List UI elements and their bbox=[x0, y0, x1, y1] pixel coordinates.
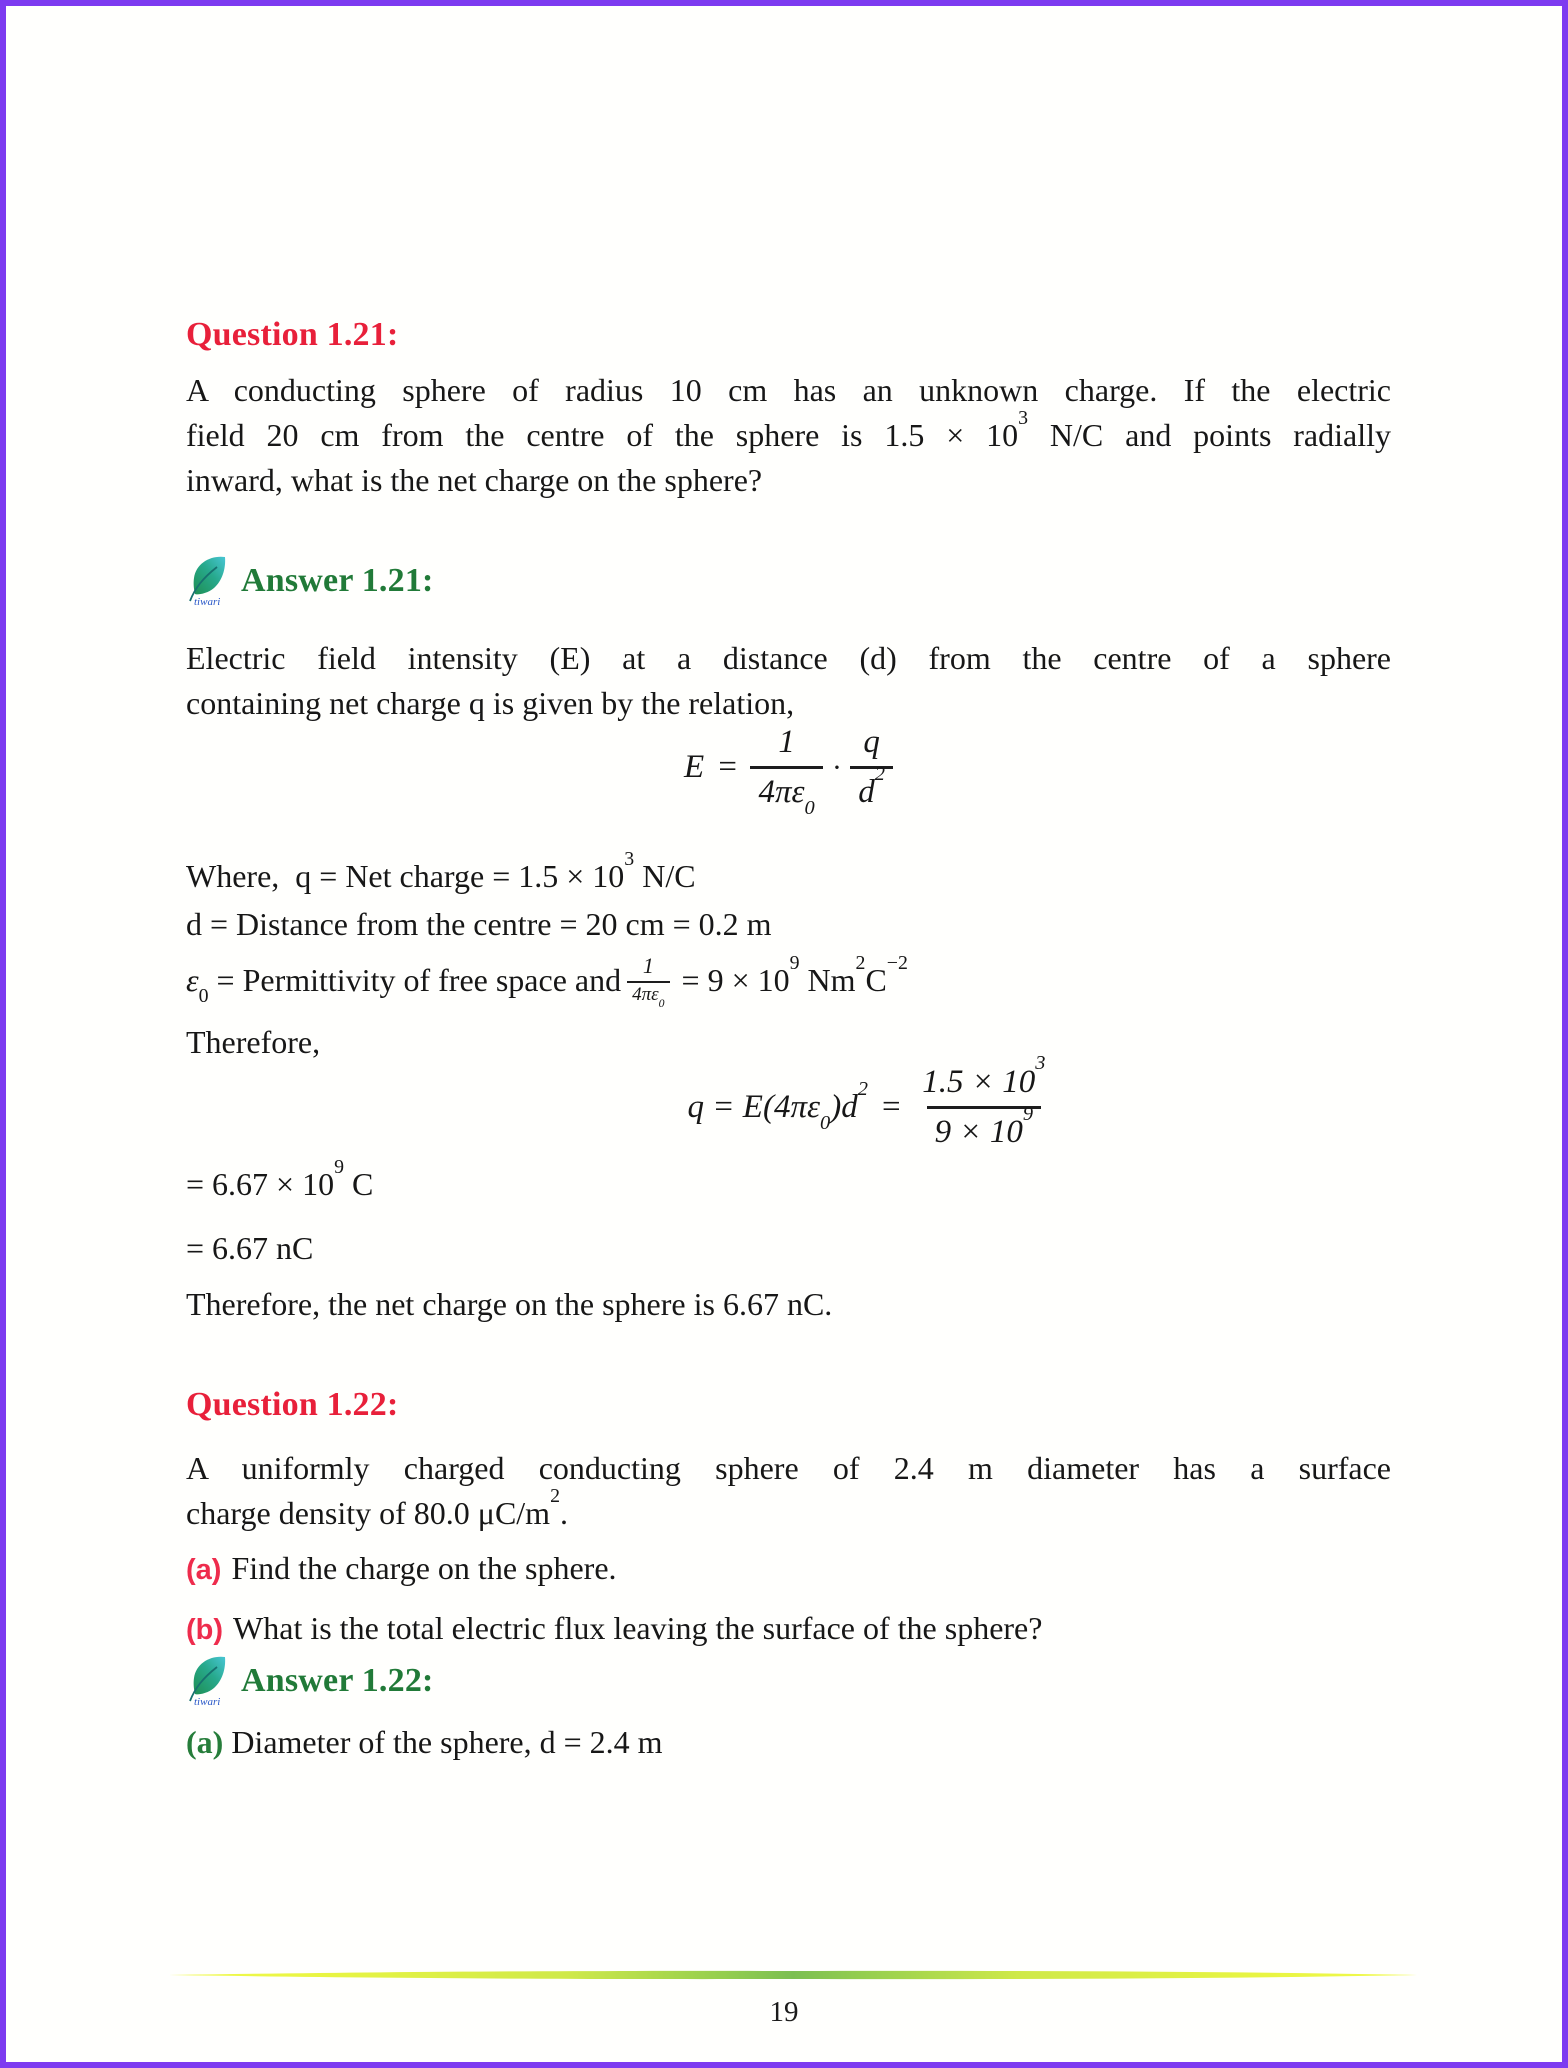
eq2-fraction bbox=[914, 1052, 1053, 1154]
line-2-text: field 20 cm from the centre of the sphere is 1.5 × 10 bbox=[186, 417, 1019, 453]
eps-exp-minus2: −2 bbox=[886, 951, 908, 974]
answer-1-21-heading-row bbox=[186, 554, 1391, 608]
eq1-frac1-den-base: 4πε bbox=[758, 774, 805, 811]
distance-line: d = Distance from the centre = 20 cm = 0.2 m bbox=[186, 906, 772, 942]
tiwari-leaf-logo-icon bbox=[186, 1654, 232, 1708]
eq2-lhs-sup: 2 bbox=[857, 1077, 868, 1100]
eq1-fraction-charge-distance bbox=[850, 722, 893, 814]
eps-value-text bbox=[681, 951, 908, 999]
answer-1-21-intro bbox=[186, 636, 1391, 726]
part-a-marker: (a) bbox=[186, 1554, 222, 1586]
answer-1-22-heading: Answer 1.22: bbox=[241, 1662, 434, 1699]
therefore-line: Therefore, bbox=[186, 1024, 321, 1060]
eq2-num-base: 1.5 × 10 bbox=[922, 1064, 1036, 1100]
eq2-numerator bbox=[914, 1052, 1053, 1106]
eq1-frac2-denominator bbox=[850, 762, 893, 813]
answer-part-a-text: Diameter of the sphere, d = 2.4 m bbox=[231, 1724, 663, 1760]
line-2-text-after: N/C and points radially bbox=[1028, 417, 1392, 453]
equation-charge-solution bbox=[268, 1052, 1473, 1154]
answer-1-21-heading: Answer 1.21: bbox=[241, 562, 434, 599]
question-1-21-line-1: A conducting sphere of radius 10 cm has an unknown charge. If the electric bbox=[186, 372, 1391, 408]
epsilon-sub: 0 bbox=[198, 985, 209, 1008]
where-text: Where, q = Net charge = 1.5 × 10 bbox=[186, 858, 625, 894]
result1-exponent: 9 bbox=[334, 1156, 345, 1179]
inline-frac-den-base: 4πε bbox=[632, 983, 659, 1005]
eps-unit-c: C bbox=[865, 961, 887, 998]
eq1-frac1-den-sub: 0 bbox=[804, 797, 815, 820]
result1-text: = 6.67 × 10 bbox=[186, 1166, 335, 1202]
answer-intro-line-1: Electric field intensity (E) at a distance (d) from the centre of a sphere bbox=[186, 640, 1391, 676]
q122-exponent-2: 2 bbox=[550, 1485, 560, 1508]
answer-part-a-line bbox=[186, 1720, 1391, 1765]
result1-unit: C bbox=[344, 1166, 374, 1202]
equation-e-field bbox=[186, 722, 1391, 820]
part-b-marker: (b) bbox=[186, 1614, 224, 1646]
question-1-22-paragraph bbox=[186, 1446, 1391, 1536]
eq1-equals: = bbox=[716, 749, 739, 786]
result-nanocoulombs-line: = 6.67 nC bbox=[186, 1230, 314, 1266]
eq1-frac2-numerator: q bbox=[863, 724, 880, 760]
logo-wordmark: tiwari bbox=[194, 1696, 221, 1708]
part-b-text: What is the total electric flux leaving the surface of the sphere? bbox=[233, 1610, 1043, 1646]
eps-exp-9: 9 bbox=[789, 951, 800, 974]
question-part-a-line bbox=[186, 1546, 1391, 1593]
eps-unit-nm: Nm bbox=[799, 961, 856, 998]
eq2-lhs-base: q = E(4πε bbox=[687, 1089, 820, 1126]
answer-1-22-heading-row bbox=[186, 1654, 1391, 1708]
eps-symbol-text bbox=[186, 961, 622, 1008]
eq2-lhs-mid: )d bbox=[830, 1089, 858, 1126]
where-unit: N/C bbox=[634, 858, 696, 894]
question-1-22-heading: Question 1.22: bbox=[186, 1386, 399, 1423]
permittivity-line bbox=[186, 944, 1391, 1016]
eq1-dot-operator: · bbox=[832, 751, 841, 784]
answer-intro-line-2: containing net charge q is given by the relation, bbox=[186, 685, 795, 721]
where-exponent: 3 bbox=[624, 848, 635, 871]
eq2-num-sup: 3 bbox=[1035, 1052, 1046, 1075]
logo-wordmark: tiwari bbox=[194, 596, 221, 608]
page-number: 19 bbox=[769, 1996, 799, 2028]
eq1-frac2-den-base: d bbox=[858, 774, 875, 811]
eq2-lhs bbox=[687, 1077, 868, 1135]
eq1-lhs: E bbox=[684, 749, 705, 786]
eq1-frac1-denominator bbox=[750, 766, 822, 820]
eps-exp-2: 2 bbox=[855, 951, 866, 974]
eq2-equals: = bbox=[879, 1089, 903, 1126]
inline-fraction-coulomb-constant bbox=[627, 953, 669, 1011]
question-1-22-line-2 bbox=[186, 1485, 1391, 1536]
eq2-den-base: 9 × 10 bbox=[934, 1114, 1023, 1151]
eq2-lhs-sub: 0 bbox=[819, 1112, 831, 1135]
eq2-denominator bbox=[927, 1102, 1042, 1153]
question-1-21-line-2 bbox=[186, 407, 1392, 458]
inline-frac-denominator bbox=[627, 981, 669, 1011]
question-1-21-line-3: inward, what is the net charge on the sphere? bbox=[186, 462, 763, 498]
epsilon-symbol: ε bbox=[186, 961, 199, 998]
eps-value: = 9 × 10 bbox=[681, 961, 790, 998]
inline-frac-den-sub: 0 bbox=[658, 997, 665, 1011]
exponent-3: 3 bbox=[1018, 407, 1029, 430]
footer-divider-line bbox=[169, 1968, 1417, 1982]
result-coulombs-line bbox=[186, 1156, 1391, 1207]
conclusion-line: Therefore, the net charge on the sphere is 6.67 nC. bbox=[186, 1286, 833, 1322]
part-a-text: Find the charge on the sphere. bbox=[231, 1550, 617, 1586]
question-1-21-paragraph bbox=[186, 368, 1391, 503]
q122-line2-text: charge density of 80.0 μC/m bbox=[186, 1495, 551, 1531]
tiwari-leaf-logo-icon bbox=[186, 554, 232, 608]
eq1-frac2-den-sup: 2 bbox=[874, 762, 885, 785]
q122-line2-period: . bbox=[559, 1495, 568, 1531]
answer-part-a-marker: (a) bbox=[186, 1724, 224, 1760]
question-1-22-line-1: A uniformly charged conducting sphere of 2.4 m diameter has a surface bbox=[186, 1450, 1391, 1486]
inline-frac-numerator: 1 bbox=[642, 953, 654, 979]
eps-mid-text: = Permittivity of free space and bbox=[208, 961, 622, 998]
question-1-21-heading: Question 1.21: bbox=[186, 316, 399, 353]
eq1-fraction-coulomb-constant bbox=[750, 722, 822, 820]
question-part-b-line bbox=[186, 1606, 1391, 1653]
where-line bbox=[186, 848, 1391, 899]
eq1-frac1-numerator: 1 bbox=[778, 724, 795, 760]
eq2-den-sup: 9 bbox=[1022, 1102, 1034, 1125]
